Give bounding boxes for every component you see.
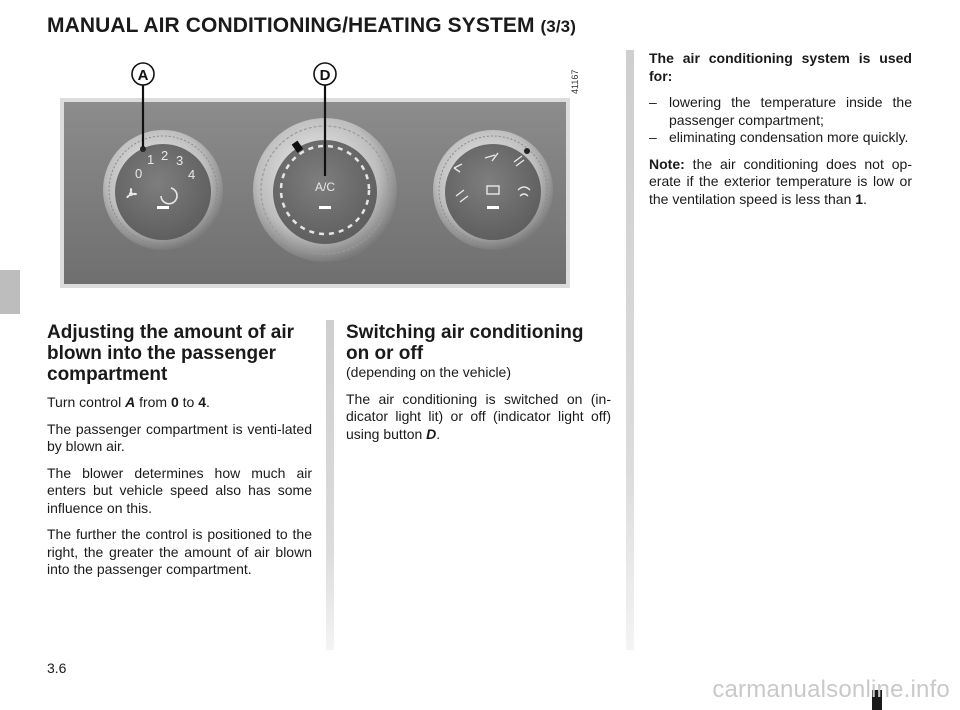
ac-usage-list xyxy=(649,94,912,147)
ac-usage-item: – eliminating condensation more quickly. xyxy=(649,129,912,147)
column-divider-right xyxy=(626,50,634,650)
dial-number-1: 1 xyxy=(147,152,155,167)
blower-instruction-end: . xyxy=(206,394,210,410)
ac-heading: Switching air conditioning on or off xyxy=(346,322,584,364)
blower-instruction-to: to xyxy=(178,394,199,410)
ac-paragraph-end: . xyxy=(436,425,441,442)
dial-number-2: 2 xyxy=(161,148,169,163)
ac-paragraph-text: The air conditioning is switched on (in-dicator light lit) or off (indicator light off) using button xyxy=(346,390,611,442)
ac-usage-intro: The air conditioning system is used for: xyxy=(649,50,912,84)
blower-heading: Adjusting the amount of air blown into the passenger compartment xyxy=(47,322,294,385)
callout-badge-a xyxy=(132,63,154,85)
blower-instruction-prefix: Turn control xyxy=(47,394,126,410)
blower-paragraph-3: The blower determines how much air enters but vehicle speed also has some influence on this. xyxy=(47,464,312,516)
dial-number-3: 3 xyxy=(176,153,184,168)
ac-indicator-light xyxy=(319,206,331,209)
dial-number-4: 4 xyxy=(188,167,196,182)
ac-section xyxy=(346,322,611,452)
blower-range-from: 0 xyxy=(170,394,179,410)
blower-instruction-mid: from xyxy=(135,394,171,410)
blower-indicator xyxy=(157,206,169,209)
blower-range-to: 4 xyxy=(198,394,207,410)
blower-speed-dial[interactable] xyxy=(103,130,223,250)
ac-note xyxy=(649,156,912,209)
blower-paragraph-4: The further the control is positioned to the right, the greater the amount of air blown into the passenger compartment. xyxy=(47,526,312,577)
ac-paragraph xyxy=(346,391,611,444)
page-title-text: MANUAL AIR CONDITIONING/HEATING SYSTEM xyxy=(47,14,535,37)
ac-availability-note: (depending on the vehicle) xyxy=(346,364,512,380)
blower-instruction xyxy=(47,394,312,412)
blower-control-ref: A xyxy=(125,394,136,410)
air-distribution-dial[interactable] xyxy=(433,130,553,250)
ac-note-label: Note: xyxy=(649,155,685,172)
watermark: carmanualsonline.info xyxy=(712,676,950,703)
figure-number: 41167 xyxy=(570,69,580,94)
ac-usage-section xyxy=(649,50,912,217)
distribution-pointer xyxy=(524,148,530,154)
callout-badge-d xyxy=(314,63,336,85)
control-panel-illustration xyxy=(40,50,620,300)
blower-paragraph-2: The passenger compartment is venti-lated by blown air. xyxy=(47,420,312,454)
section-tab xyxy=(0,270,20,314)
callout-label-a: A xyxy=(137,67,149,84)
control-panel-svg xyxy=(40,50,620,300)
ac-note-value: 1 xyxy=(855,190,864,207)
callout-label-d: D xyxy=(319,67,331,84)
ac-button-ref: D xyxy=(426,425,437,442)
distribution-indicator xyxy=(487,206,499,209)
page-title-part: (3/3) xyxy=(540,17,576,36)
dial-number-0: 0 xyxy=(135,166,143,181)
page-title xyxy=(47,14,576,38)
page-number: 3.6 xyxy=(47,660,67,676)
column-divider-middle xyxy=(326,320,334,650)
ac-note-text: the air conditioning does not op-erate if the exterior temperature is low or the ventilation speed is less than xyxy=(649,155,912,207)
ac-usage-item: – lowering the temperature inside the passenger compartment; xyxy=(649,94,912,129)
blower-section xyxy=(47,322,312,588)
ac-button-label: A/C xyxy=(314,180,336,194)
ac-note-end: . xyxy=(863,190,867,207)
